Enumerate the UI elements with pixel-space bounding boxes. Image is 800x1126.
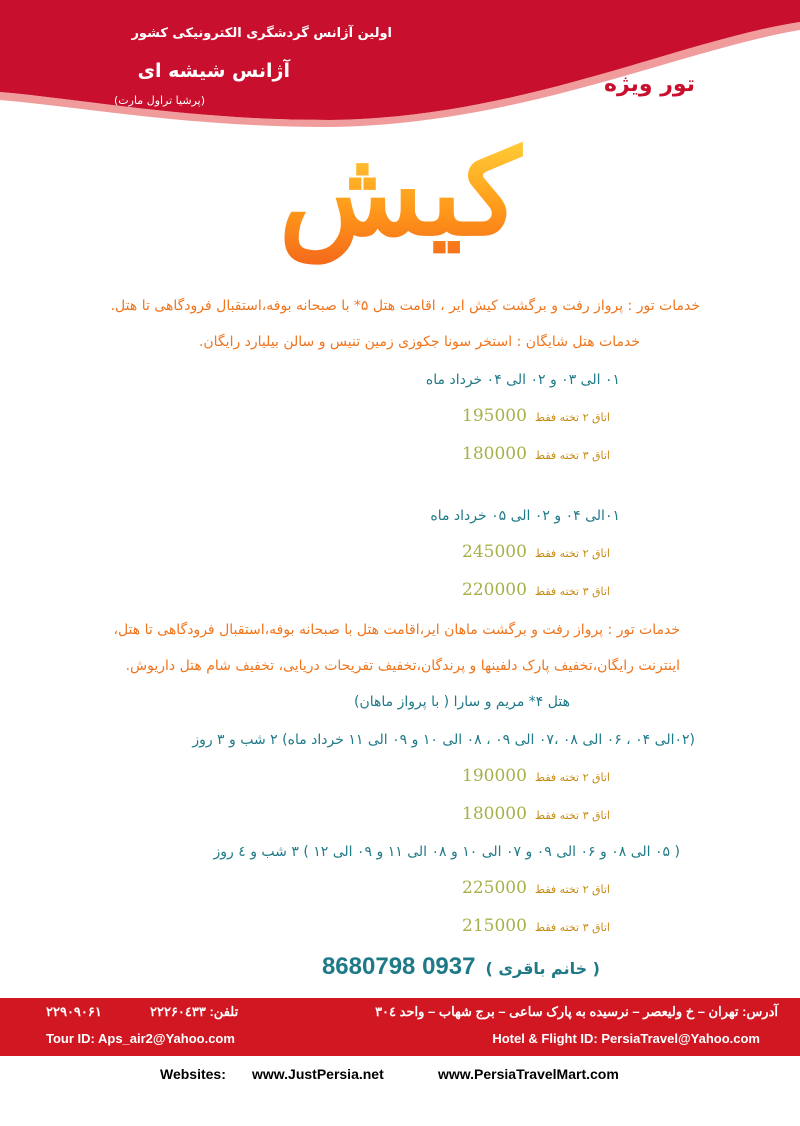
price: 180000 <box>462 444 527 464</box>
price: 220000 <box>462 580 527 600</box>
agency-subtitle: (پرشیا تراول مارت) <box>114 94 205 107</box>
hero-destination-title: کیش <box>200 118 600 268</box>
footer-phone[interactable]: تلفن: ۲۲۲۶۰٤۳۳ <box>150 1004 239 1019</box>
room-double-price-3 <box>60 766 610 786</box>
website-link-persiatravelmart[interactable]: www.PersiaTravelMart.com <box>438 1066 619 1082</box>
price: 190000 <box>462 766 527 786</box>
date-range-1: ۰۱ الی ۰۳ و ۰۲ الی ۰۴ خرداد ماه <box>425 372 620 388</box>
room-label: اتاق ۲ تخته فقط <box>534 883 610 896</box>
website-link-justpersia[interactable]: www.JustPersia.net <box>252 1066 384 1082</box>
room-double-price-1 <box>60 406 610 426</box>
room-label: اتاق ۳ تخته فقط <box>534 585 610 598</box>
tour-services-mahan-2: اینترنت رایگان،تخفیف پارک دلفینها و پرندگان،تخفیف تفریحات دریایی، تخفیف شام هتل داریوش. <box>125 658 680 674</box>
contact-phone[interactable]: 0937 8680798 <box>321 953 476 980</box>
price: 180000 <box>462 804 527 824</box>
room-label: اتاق ۲ تخته فقط <box>534 547 610 560</box>
agency-name: آژانس شیشه ای <box>137 60 290 82</box>
room-triple-price-2 <box>60 580 610 600</box>
room-triple-price-1 <box>60 444 610 464</box>
agency-tagline: اولین آژانس گردشگری الکترونیکی کشور <box>131 26 392 41</box>
contact-name: ( خانم باقری ) <box>485 959 600 978</box>
price: 225000 <box>462 878 527 898</box>
contact-line <box>60 952 600 981</box>
room-label: اتاق ۳ تخته فقط <box>534 921 610 934</box>
hotel-services: خدمات هتل شایگان : استخر سونا جکوزی زمین تنیس و سالن بیلیارد رایگان. <box>198 334 640 350</box>
date-range-2: ۰۱الی ۰۴ و ۰۲ الی ۰۵ خرداد ماه <box>430 508 620 524</box>
footer-tour-id[interactable]: Tour ID: Aps_air2@Yahoo.com <box>46 1031 235 1046</box>
price: 195000 <box>462 406 527 426</box>
date-range-4: ( ۰۵ الی ۰۸ و ۰۶ الی ۰۹ و ۰۷ الی ۱۰ و ۰۸ الی ۱۱ و ۰۹ الی ۱۲ ) ۳ شب و ٤ روز <box>213 844 680 860</box>
date-range-3: (۰۲الی ۰۴ ، ۰۶ الی ۰۸ ،۰۷ الی ۰۹ ، ۰۸ الی ۱۰ و ۰۹ الی ۱۱ خرداد ماه) ۲ شب و ۳ روز <box>192 732 695 748</box>
room-label: اتاق ۲ تخته فقط <box>534 771 610 784</box>
footer-phone-2[interactable]: ۲۲۹۰۹۰۶۱ <box>46 1004 102 1019</box>
websites-label: Websites: <box>160 1066 226 1082</box>
room-label: اتاق ۳ تخته فقط <box>534 449 610 462</box>
tour-services-mahan-1: خدمات تور : پرواز رفت و برگشت ماهان ایر،اقامت هتل با صبحانه بوفه،استقبال فرودگاهی تا هتل، <box>113 622 680 638</box>
hotel-maryam-sara: هتل ۴* مریم و سارا ( با پرواز ماهان) <box>353 694 570 710</box>
footer-address: آدرس: تهران – خ ولیعصر – نرسیده به پارک ساعی – برج شهاب – واحد ۳۰٤ <box>375 1004 778 1019</box>
price: 215000 <box>462 916 527 936</box>
header-wave-graphic <box>0 0 800 135</box>
room-double-price-2 <box>60 542 610 562</box>
room-double-price-4 <box>60 878 610 898</box>
room-triple-price-4 <box>60 916 610 936</box>
footer-bar <box>0 998 800 1056</box>
room-label: اتاق ۳ تخته فقط <box>534 809 610 822</box>
room-label: اتاق ۲ تخته فقط <box>534 411 610 424</box>
header-banner <box>0 0 800 135</box>
tour-services-kish-air: خدمات تور : پرواز رفت و برگشت کیش ایر ، اقامت هتل ۵* با صبحانه بوفه،استقبال فرودگاهی تا هتل. <box>110 298 700 314</box>
footer-hotel-flight-id[interactable]: Hotel & Flight ID: PersiaTravel@Yahoo.com <box>492 1031 760 1046</box>
room-triple-price-3 <box>60 804 610 824</box>
special-tour-label: تور ویژه <box>604 72 695 97</box>
price: 245000 <box>462 542 527 562</box>
